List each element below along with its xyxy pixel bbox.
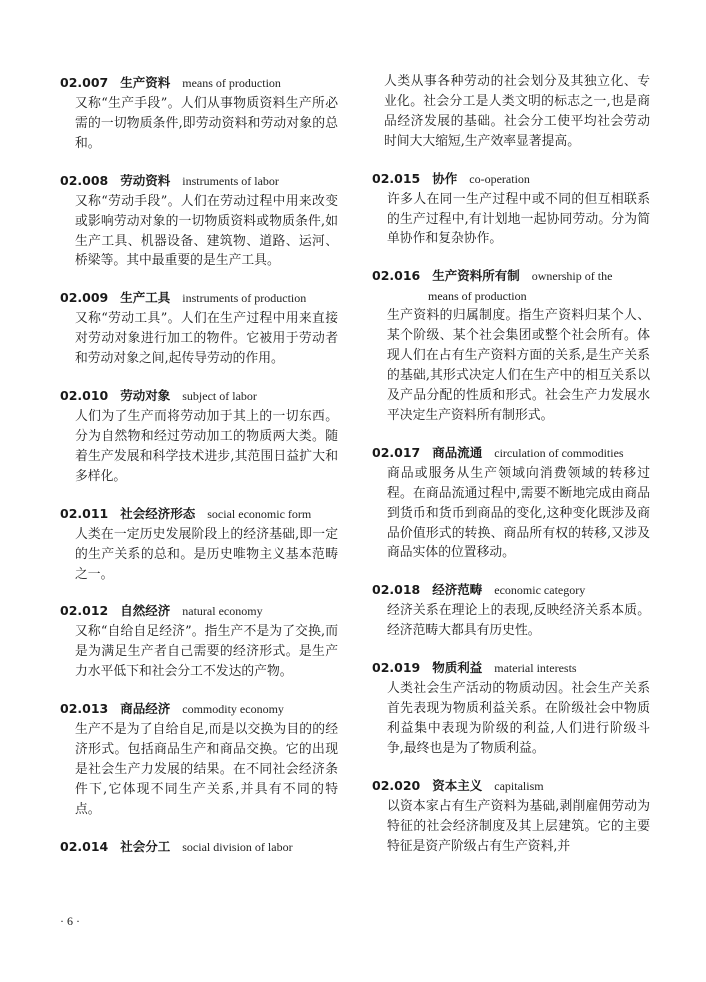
entry-term: 经济范畴 [432,582,483,598]
entry-term: 商品流通 [432,444,483,460]
entry-english: social economic form [207,506,312,521]
entry-definition: 又称“生产手段”。人们从事物质资料生产所必需的一切物质条件,即劳动资料和劳动对象的总和。 [75,96,338,151]
entry-english: natural economy [182,604,263,619]
entry-definition: 人类从事各种劳动的社会划分及其独立化、专业化。社会分工是人类文明的标志之一,也是商品经济发展的基础。社会分工使平均社会劳动时间大大缩短,生产效率显著提高。 [384,74,650,149]
entry-english: instruments of production [182,291,307,306]
glossary-entry [372,775,650,857]
entry-english: material interests [494,661,577,676]
glossary-entry [60,385,338,487]
entry-term: 劳动资料 [120,172,171,188]
entry-definition: 生产资料的归属制度。指生产资料归某个人、某个阶级、某个社会集团或整个社会所有。体现人们在占有生产资料方面的关系,是生产关系的基础,其形式决定人们在生产中的相互关系以及产品分配的性质和形式。社会生产力发展水平决定生产资料所有制形式。 [387,308,650,423]
entry-heading [372,579,650,601]
entry-heading [60,385,338,407]
entry-definition: 人们为了生产而将劳动加于其上的一切东西。分为自然物和经过劳动加工的物质两大类。随着生产发展和科学技术进步,其范围日益扩大和多样化。 [75,409,338,484]
entry-heading [60,836,338,858]
entry-term: 协作 [432,170,458,186]
page-number: · 6 · [60,914,80,928]
entry-term: 社会分工 [120,838,171,854]
entry-definition: 又称“劳动工具”。人们在生产过程中用来直接对劳动对象进行加工的物件。它被用于劳动者和劳动对象之间,起传导劳动的作用。 [75,311,338,367]
entry-number: 02.019 [372,660,421,676]
entry-term: 自然经济 [120,603,171,619]
entry-heading [60,698,338,720]
entry-english: capitalism [494,778,544,793]
left-column [60,72,338,874]
entry-heading [372,168,650,190]
glossary-entry [372,442,650,564]
entry-heading [60,170,338,192]
entry-number: 02.020 [372,777,421,793]
entry-definition: 又称“劳动手段”。人们在劳动过程中用来改变或影响劳动对象的一切物质资料或物质条件,如生产工具、机器设备、建筑物、道路、运河、桥梁等。其中最重要的是生产工具。 [75,193,338,269]
entry-definition: 商品或服务从生产领域向消费领域的转移过程。在商品流通过程中,需要不断地完成由商品到货币和货币到商品的变化,这种变化既涉及商品价值形式的转换、商品所有权的转移,又涉及商品实体的位置移动。 [387,465,650,561]
entry-number: 02.010 [60,388,109,404]
glossary-entry [372,579,650,641]
entry-number: 02.012 [60,603,109,619]
entry-number: 02.014 [60,838,109,854]
entry-definition: 许多人在同一生产过程中或不同的但互相联系的生产过程中,有计划地一起协同劳动。分为简单协作和复杂协作。 [387,191,650,247]
entry-number: 02.017 [372,444,421,460]
entry-term: 生产工具 [120,290,171,306]
entry-term: 资本主义 [432,777,483,793]
entry-term: 商品经济 [120,701,171,717]
entry-english-continued: means of production [428,289,527,304]
entry-number: 02.013 [60,701,109,717]
entry-english: social division of labor [182,839,293,854]
entry-english: subject of labor [182,389,257,404]
entry-english: commodity economy [182,702,284,717]
entry-heading [60,600,338,622]
entry-english: ownership of the [531,269,613,284]
entry-number: 02.015 [372,170,421,186]
entry-heading [60,72,338,94]
entry-definition: 以资本家占有生产资料为基础,剥削雇佣劳动为特征的社会经济制度及其上层建筑。它的主要特征是资产阶级占有生产资料,并 [387,798,650,854]
entry-definition: 又称“自给自足经济”。指生产不是为了交换,而是为满足生产者自己需要的经济形式。是生产力水平低下和社会分工不发达的产物。 [75,624,338,680]
entry-heading [60,503,338,525]
entry-heading [372,657,650,679]
glossary-entry [60,287,338,369]
entry-term: 生产资料所有制 [432,268,520,284]
entry-definition: 生产不是为了自给自足,而是以交换为目的的经济形式。包括商品生产和商品交换。它的出现是社会生产力发展的结果。在不同社会经济条件下,它体现不同生产关系,并具有不同的特点。 [75,722,338,817]
entry-term: 劳动对象 [120,388,171,404]
entry-english: economic category [494,583,586,598]
glossary-entry [60,72,338,154]
entry-heading [372,442,650,464]
glossary-entry [60,836,338,858]
entry-number: 02.016 [372,268,421,284]
entry-english: circulation of commodities [494,445,624,460]
entry-definition: 人类社会生产活动的物质动因。社会生产关系首先表现为物质利益关系。在阶级社会中物质利益集中表现为阶级的利益,人们进行阶级斗争,最终也是为了物质利益。 [387,681,650,756]
entry-english: means of production [182,76,281,90]
entry-term: 生产资料 [120,75,171,90]
entry-number: 02.008 [60,172,109,188]
entry-heading [372,775,650,797]
entry-definition: 人类在一定历史发展阶段上的经济基础,即一定的生产关系的总和。是历史唯物主义基本范畴之一。 [75,526,338,582]
entry-definition: 经济关系在理论上的表现,反映经济关系本质。经济范畴大都具有历史性。 [387,603,650,639]
entry-number: 02.018 [372,582,421,598]
glossary-entry [60,170,338,272]
entry-english: instruments of labor [182,173,279,188]
right-column [372,72,650,872]
entry-heading [60,287,338,309]
glossary-entry [60,698,338,820]
glossary-entry [60,503,338,585]
glossary-entry [372,265,650,425]
glossary-entry [372,168,650,250]
entry-term: 社会经济形态 [120,505,196,521]
glossary-entry-continuation [372,72,650,152]
entry-number: 02.007 [60,75,109,90]
entry-term: 物质利益 [432,660,483,676]
glossary-entry [372,657,650,759]
glossary-entry [60,600,338,682]
entry-number: 02.011 [60,505,109,521]
entry-heading [372,265,650,287]
entry-english: co-operation [469,171,530,186]
entry-number: 02.009 [60,290,109,306]
